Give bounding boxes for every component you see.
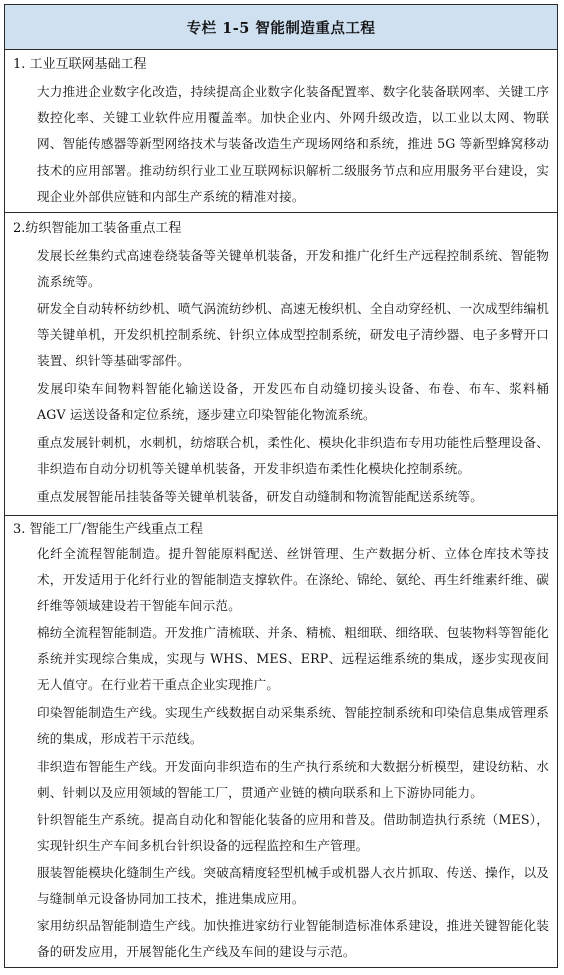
section-paragraph: 服装智能模块化缝制生产线。突破高精度轻型机械手或机器人衣片抓取、传送、操作，以及与缝制单元设备协同加工技术，推进集成应用。 — [37, 865, 549, 907]
section-smart-factory — [5, 517, 557, 967]
section-paragraph: 化纤全流程智能制造。提升智能原料配送、丝饼管理、生产数据分析、立体仓库技术等技术，开发适用于化纤行业的智能制造支撑软件。在涤纶、锦纶、氨纶、再生纤维素纤维、碳纤维等领域建设若干智能车间示范。 — [37, 546, 549, 614]
column-box — [4, 4, 558, 968]
section-heading: 3. 智能工厂/智能生产线重点工程 — [13, 522, 203, 537]
section-paragraph: 发展长丝集约式高速卷绕装备等关键单机装备，开发和推广化纤生产远程控制系统、智能物流系统等。 — [37, 248, 549, 290]
section-paragraph: 重点发展智能吊挂装备等关键单机装备，研发自动缝制和物流智能配送系统等。 — [37, 489, 484, 504]
section-paragraph: 研发全自动转杯纺纱机、喷气涡流纺纱机、高速无梭织机、全自动穿经机、一次成型纬编机等关键单机，开发织机控制系统、针织立体成型控制系统，研发电子清纱器、电子多臂开口装置、织针等基础零部件。 — [37, 301, 549, 369]
section-paragraph: 针织智能生产系统。提高自动化和智能化装备的应用和普及。借助制造执行系统（MES），实现针织生产车间多机台针织设备的远程监控和生产管理。 — [37, 812, 549, 854]
section-paragraph: 非织造布智能生产线。开发面向非织造布的生产执行系统和大数据分析模型，建设纺粘、水刺、针刺以及应用领域的智能工厂，贯通产业链的横向联系和上下游协同能力。 — [37, 759, 549, 801]
section-paragraph: 重点发展针刺机，水刺机，纺熔联合机，柔性化、模块化非织造布专用功能性后整理设备、非织造布自动分切机等关键单机装备，开发非织造布柔性化模块化控制系统。 — [37, 435, 549, 477]
section-paragraph: 家用纺织品智能制造生产线。加快推进家纺行业智能制造标准体系建设，推进关键智能化装备的研发应用，开展智能化生产线及车间的建设与示范。 — [37, 918, 549, 960]
section-paragraph: 发展印染车间物料智能化输送设备，开发匹布自动缝切接头设备、布卷、布车、浆料桶 AGV 运送设备和定位系统，逐步建立印染智能化物流系统。 — [37, 381, 549, 423]
section-heading: 1. 工业互联网基础工程 — [13, 57, 147, 72]
section-industrial-internet — [5, 50, 557, 213]
section-heading: 2.纺织智能加工装备重点工程 — [13, 221, 182, 236]
section-paragraph: 棉纺全流程智能制造。开发推广清梳联、并条、精梳、粗细联、细络联、包装物料等智能化系统并实现综合集成，实现与 WHS、MES、ERP、远程运维系统的集成，逐步实现夜间无人值守。在行业若干重点企业实现推广。 — [37, 625, 549, 693]
section-paragraph: 大力推进企业数字化改造，持续提高企业数字化装备配置率、数字化装备联网率、关键工序数控化率、关键工业软件应用覆盖率。加快企业内、外网升级改造，以工业以太网、物联网、智能传感器等新型网络技术与装备改造生产现场网络和系统，推进 5G 等新型蜂窝移动技术的应用部署。推动纺织行业工业互联网标识解析二级服务节点和应用服务平台建设，实现企业外部供应链和内部生产系统的精准对接。 — [37, 84, 549, 204]
section-textile-equipment — [5, 214, 557, 516]
column-title: 专栏 1-5 智能制造重点工程 — [5, 5, 557, 50]
section-paragraph: 印染智能制造生产线。实现生产线数据自动采集系统、智能控制系统和印染信息集成管理系统的集成，形成若干示范线。 — [37, 705, 549, 747]
